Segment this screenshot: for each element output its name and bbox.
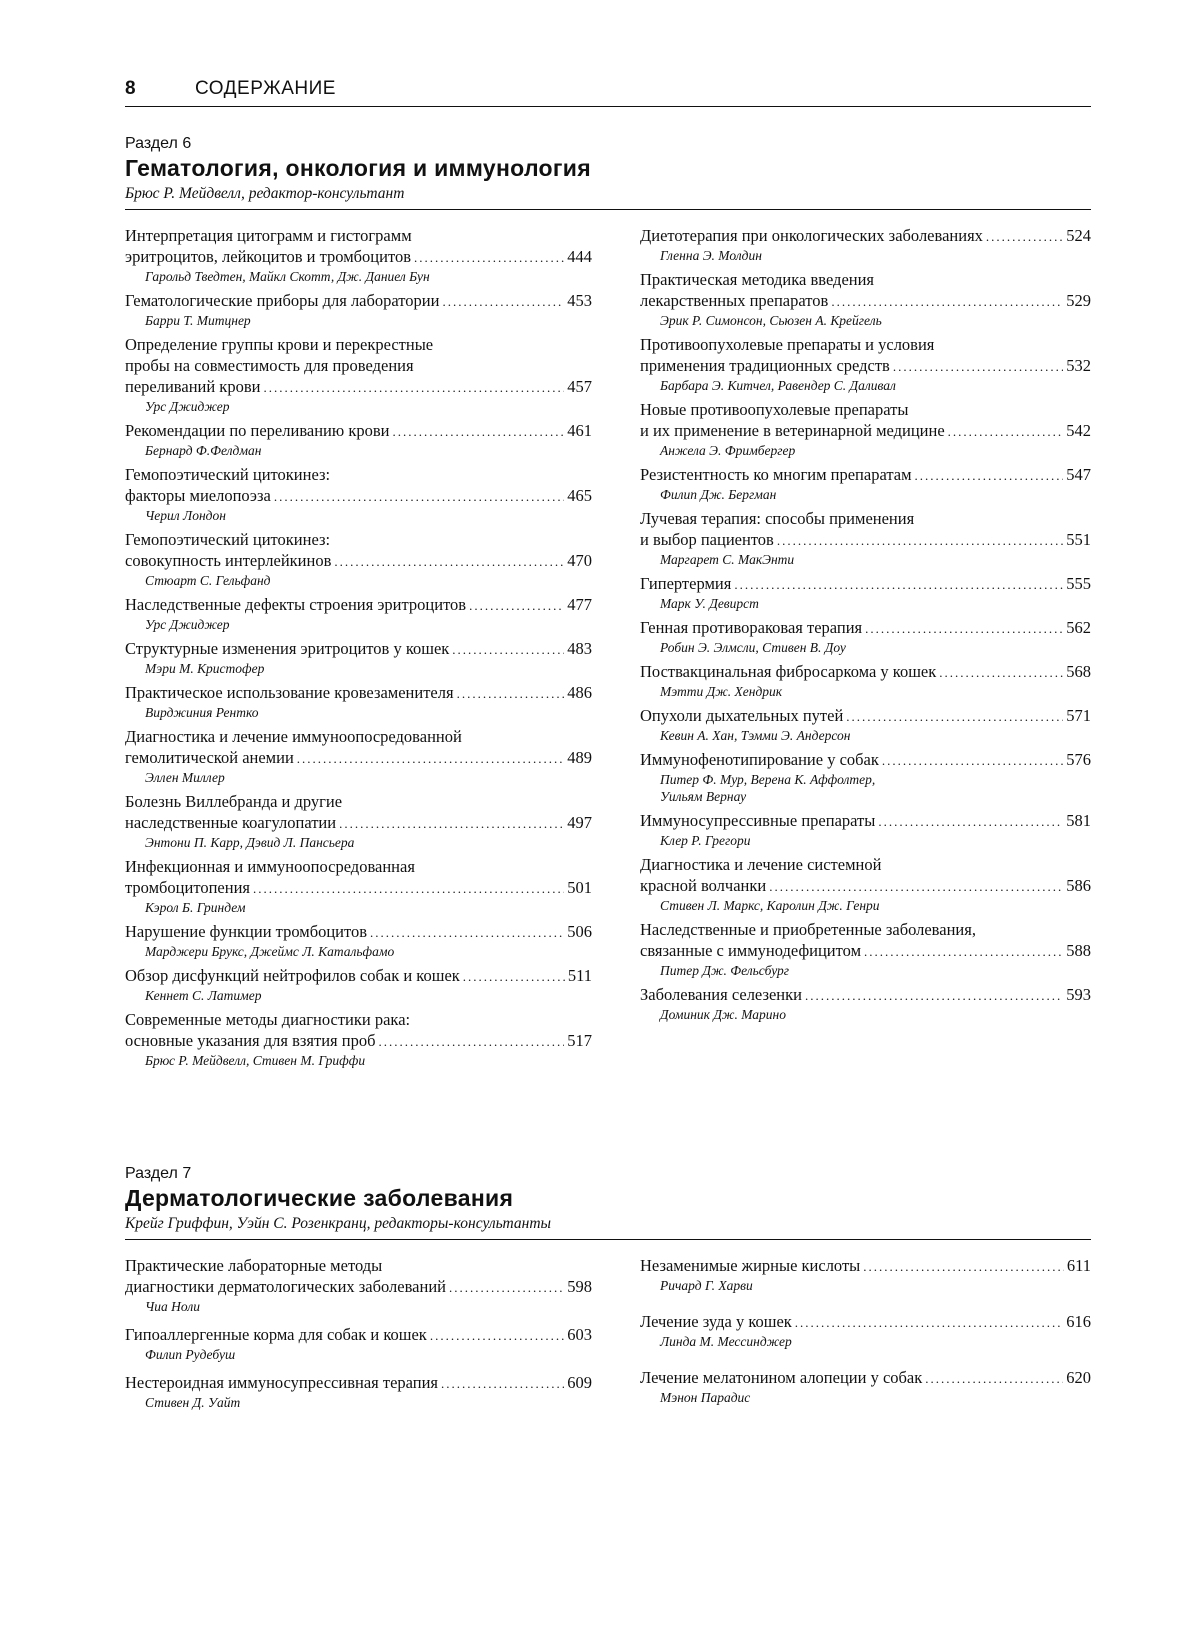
entry-authors: Черил Лондон [145,508,226,523]
entry-authors: Чиа Ноли [145,1299,200,1314]
entry-title-line: лекарственных препаратов [640,291,829,310]
section-editors: Крейг Гриффин, Уэйн С. Розенкранц, редакторы-консультанты [125,1212,1091,1240]
toc-entry[interactable] [125,921,592,960]
toc-column-left [125,225,592,1074]
dot-leader [939,662,1063,683]
dot-leader [831,291,1063,312]
dot-leader [339,813,564,834]
dot-leader [334,551,564,572]
entry-title-line: Болезнь Виллебранда и другие [125,792,343,811]
dot-leader [893,356,1063,377]
toc-entry[interactable] [640,573,1091,612]
page-ref: 470 [567,551,592,570]
dot-leader [769,876,1063,897]
dot-leader [379,1031,565,1052]
entry-title-line: наследственные коагулопатии [125,813,337,832]
entry-title-line: Гемопоэтический цитокинез: [125,530,331,549]
entry-title-line: совокупность интерлейкинов [125,551,332,570]
dot-leader [449,1277,564,1298]
page-ref: 571 [1066,706,1091,725]
entry-authors: Эрик Р. Симонсон, Сьюзен А. Крейгель [660,313,882,328]
page-ref: 511 [567,966,592,985]
entry-authors: Питер Дж. Фельсбург [660,963,790,978]
page-ref: 598 [567,1277,592,1296]
entry-title-line: Иммунофенотипирование у собак [640,750,879,769]
entry-authors: Вирджиния Рентко [145,705,259,720]
entry-title-line: пробы на совместимость для проведения [125,356,414,375]
toc-entry[interactable] [640,269,1091,329]
entry-title-line: Заболевания селезенки [640,985,802,1004]
entry-title-line: Гипертермия [640,574,732,593]
page-ref: 593 [1066,985,1091,1004]
toc-entry[interactable] [125,965,592,1004]
entry-title-line: гемолитической анемии [125,748,294,767]
section-editors: Брюс Р. Мейдвелл, редактор-консультант [125,182,1091,210]
entry-title-line: Современные методы диагностики рака: [125,1010,411,1029]
dot-leader [430,1325,564,1346]
entry-title-line: Нестероидная иммуносупрессивная терапия [125,1373,439,1392]
section-label: Раздел 6 [125,135,192,152]
toc-entry[interactable] [640,749,1091,805]
entry-authors: Мэтти Дж. Хендрик [660,684,783,699]
entry-title-line: Практическое использование кровезаменителя [125,683,454,702]
section-title: Дерматологические заболевания [125,1185,514,1211]
page-ref: 486 [567,683,592,702]
dot-leader [795,1312,1063,1333]
entry-authors: Доминик Дж. Марино [660,1007,786,1022]
toc-entry[interactable] [640,617,1091,656]
section-6 [125,134,1091,1068]
entry-authors: Бернард Ф.Фелдман [145,443,262,458]
toc-entry[interactable] [640,705,1091,744]
entry-authors: Гарольд Тведтен, Майкл Скотт, Дж. Даниел Бун [145,269,430,284]
entry-authors: Брюс Р. Мейдвелл, Стивен М. Гриффи [145,1053,366,1068]
toc-column-left [125,1255,592,1420]
entry-title-line: Практическая методика введения [640,270,875,289]
dot-leader [948,421,1064,442]
page-ref: 532 [1066,356,1091,375]
toc-entry[interactable] [125,1009,592,1069]
entry-authors: Урс Джиджер [145,399,230,414]
page-ref: 517 [567,1031,592,1050]
entry-title-line: Опухоли дыхательных путей [640,706,844,725]
entry-title-line: Диагностика и лечение иммуноопосредованной [125,727,462,746]
dot-leader [805,985,1063,1006]
page-ref: 506 [567,922,592,941]
entry-title-line: и их применение в ветеринарной медицине [640,421,945,440]
toc-entry[interactable] [125,638,592,677]
toc-entry[interactable] [640,810,1091,849]
entry-title-line: Противоопухолевые препараты и условия [640,335,935,354]
dot-leader [370,922,564,943]
entry-title-line: применения традиционных средств [640,356,890,375]
page-ref: 497 [567,813,592,832]
entry-title-line: Наследственные и приобретенные заболевания, [640,920,976,939]
page-header [125,78,1091,107]
page-ref: 616 [1066,1312,1091,1331]
dot-leader [882,750,1063,771]
entry-title-line: Новые противоопухолевые препараты [640,400,909,419]
entry-title-line: Лечение зуда у кошек [640,1312,792,1331]
entry-title-line: Рекомендации по переливанию крови [125,421,390,440]
entry-authors: Линда М. Мессинджер [660,1334,792,1349]
entry-title-line: Гематологические приборы для лаборатории [125,291,440,310]
entry-authors: Стюарт С. Гельфанд [145,573,271,588]
entry-authors: Филип Дж. Бергман [660,487,777,502]
page-ref: 489 [567,748,592,767]
page-ref: 576 [1066,750,1091,769]
dot-leader [878,811,1063,832]
toc-entry[interactable] [640,919,1091,979]
toc-entry[interactable] [125,726,592,786]
entry-title-line: Иммуносупрессивные препараты [640,811,876,830]
dot-leader [469,595,564,616]
entry-title-line: Нарушение функции тромбоцитов [125,922,368,941]
entry-authors: Питер Ф. Мур, Верена К. Аффолтер, [660,772,876,787]
page-ref: 524 [1066,226,1091,245]
toc-entry[interactable] [125,682,592,721]
toc-entry[interactable] [640,1255,1091,1294]
dot-leader [297,748,564,769]
section-7 [125,1164,1091,1410]
entry-authors: Марк У. Девирст [660,596,759,611]
page-ref: 603 [567,1325,592,1344]
toc-entry[interactable] [640,1367,1091,1406]
page-ref: 547 [1066,465,1091,484]
section-title: Гематология, онкология и иммунология [125,155,591,181]
page-ref: 483 [567,639,592,658]
entry-authors: Барбара Э. Китчел, Равендер С. Даливал [660,378,896,393]
entry-authors: Анжела Э. Фримбергер [660,443,796,458]
entry-authors: Урс Джиджер [145,617,230,632]
toc-entry[interactable] [640,854,1091,914]
entry-title-line: Лечение мелатонином алопеции у собак [640,1368,923,1387]
entry-authors: Робин Э. Элмсли, Стивен В. Доу [660,640,846,655]
dot-leader [915,465,1064,486]
entry-authors: Эллен Миллер [145,770,225,785]
page-ref: 586 [1066,876,1091,895]
entry-authors: Кеннет С. Латимер [145,988,262,1003]
toc-entry[interactable] [640,225,1091,264]
toc-entry[interactable] [640,399,1091,459]
entry-title-line: и выбор пациентов [640,530,774,549]
toc-column-right [640,1255,1091,1423]
toc-entry[interactable] [125,529,592,589]
toc-entry[interactable] [125,1324,592,1363]
dot-leader [863,1256,1064,1277]
toc-entry[interactable] [640,1311,1091,1350]
page-ref: 588 [1066,941,1091,960]
dot-leader [452,639,564,660]
page-ref: 620 [1066,1368,1091,1387]
page-ref: 529 [1066,291,1091,310]
dot-leader [864,941,1063,962]
toc-entry[interactable] [125,225,592,285]
entry-title-line: связанные с иммунодефицитом [640,941,862,960]
toc-entry[interactable] [640,508,1091,568]
section-label: Раздел 7 [125,1165,192,1182]
page-ref: 555 [1066,574,1091,593]
toc-column-right [640,225,1091,1028]
toc-entry[interactable] [640,984,1091,1023]
entry-title-line: факторы миелопоэза [125,486,271,505]
page-ref: 457 [567,377,592,396]
entry-title-line: Интерпретация цитограмм и гистограмм [125,226,412,245]
toc-entry[interactable] [640,464,1091,503]
entry-authors: Уильям Вернау [660,789,747,804]
toc-entry[interactable] [125,1372,592,1411]
entry-title-line: эритроцитов, лейкоцитов и тромбоцитов [125,247,411,266]
dot-leader [925,1368,1063,1389]
entry-authors: Стивен Д. Уайт [145,1395,241,1410]
dot-leader [263,377,564,398]
dot-leader [253,878,564,899]
entry-title-line: основные указания для взятия проб [125,1031,376,1050]
entry-title-line: Практические лабораторные методы [125,1256,383,1275]
entry-authors: Маргарет С. МакЭнти [660,552,795,567]
page-ref: 562 [1066,618,1091,637]
entry-authors: Клер Р. Грегори [660,833,751,848]
dot-leader [986,226,1063,247]
entry-title-line: тромбоцитопения [125,878,250,897]
page-number: 8 [125,78,136,99]
entry-title-line: Инфекционная и иммуноопосредованная [125,857,415,876]
dot-leader [865,618,1063,639]
toc-entry[interactable] [125,290,592,329]
dot-leader [414,247,564,268]
toc-entry[interactable] [640,334,1091,394]
dot-leader [734,574,1063,595]
entry-authors: Барри Т. Митцнер [145,313,251,328]
dot-leader [274,486,564,507]
page-ref: 453 [567,291,592,310]
entry-title-line: Незаменимые жирные кислоты [640,1256,861,1275]
toc-entry[interactable] [125,464,592,524]
toc-entry[interactable] [640,661,1091,700]
page-ref: 501 [567,878,592,897]
entry-title-line: Лучевая терапия: способы применения [640,509,915,528]
page-ref: 542 [1066,421,1091,440]
entry-title-line: красной волчанки [640,876,767,895]
entry-title-line: Поствакцинальная фибросаркома у кошек [640,662,937,681]
entry-authors: Ричард Г. Харви [660,1278,753,1293]
dot-leader [442,291,564,312]
dot-leader [846,706,1063,727]
dot-leader [392,421,564,442]
page-ref: 568 [1066,662,1091,681]
page-ref: 465 [567,486,592,505]
entry-authors: Мэри М. Кристофер [145,661,265,676]
entry-title-line: Наследственные дефекты строения эритроцитов [125,595,467,614]
entry-title-line: Гемопоэтический цитокинез: [125,465,331,484]
entry-title-line: Гипоаллергенные корма для собак и кошек [125,1325,427,1344]
toc-entry[interactable] [125,791,592,851]
page-ref: 477 [567,595,592,614]
toc-entry[interactable] [125,334,592,415]
entry-authors: Энтони П. Карр, Дэвид Л. Пансьера [145,835,355,850]
entry-authors: Кэрол Б. Гриндем [145,900,246,915]
toc-entry[interactable] [125,420,592,459]
dot-leader [441,1373,564,1394]
entry-title-line: Генная противораковая терапия [640,618,863,637]
entry-title-line: переливаний крови [125,377,261,396]
entry-title-line: Диетотерапия при онкологических заболеваниях [640,226,983,245]
entry-title-line: Резистентность ко многим препаратам [640,465,912,484]
toc-entry[interactable] [125,594,592,633]
dot-leader [463,966,565,987]
entry-title-line: Определение группы крови и перекрестные [125,335,434,354]
entry-authors: Мэнон Парадис [660,1390,751,1405]
entry-authors: Кевин А. Хан, Тэмми Э. Андерсон [660,728,851,743]
entry-title-line: диагностики дерматологических заболеваний [125,1277,446,1296]
page-ref: 461 [567,421,592,440]
entry-title-line: Структурные изменения эритроцитов у кошек [125,639,450,658]
entry-authors: Гленна Э. Молдин [660,248,762,263]
entry-authors: Стивен Л. Маркс, Каролин Дж. Генри [660,898,880,913]
page-ref: 611 [1066,1256,1091,1275]
entry-authors: Марджери Брукс, Джеймс Л. Катальфамо [145,944,395,959]
toc-entry[interactable] [125,1255,592,1315]
toc-entry[interactable] [125,856,592,916]
page-ref: 581 [1066,811,1091,830]
page-ref: 609 [567,1373,592,1392]
entry-authors: Филип Рудебуш [145,1347,236,1362]
page-ref: 444 [567,247,592,266]
dot-leader [457,683,565,704]
entry-title-line: Обзор дисфункций нейтрофилов собак и кошек [125,966,460,985]
page-ref: 551 [1066,530,1091,549]
dot-leader [777,530,1063,551]
running-title: СОДЕРЖАНИЕ [195,78,336,99]
entry-title-line: Диагностика и лечение системной [640,855,882,874]
